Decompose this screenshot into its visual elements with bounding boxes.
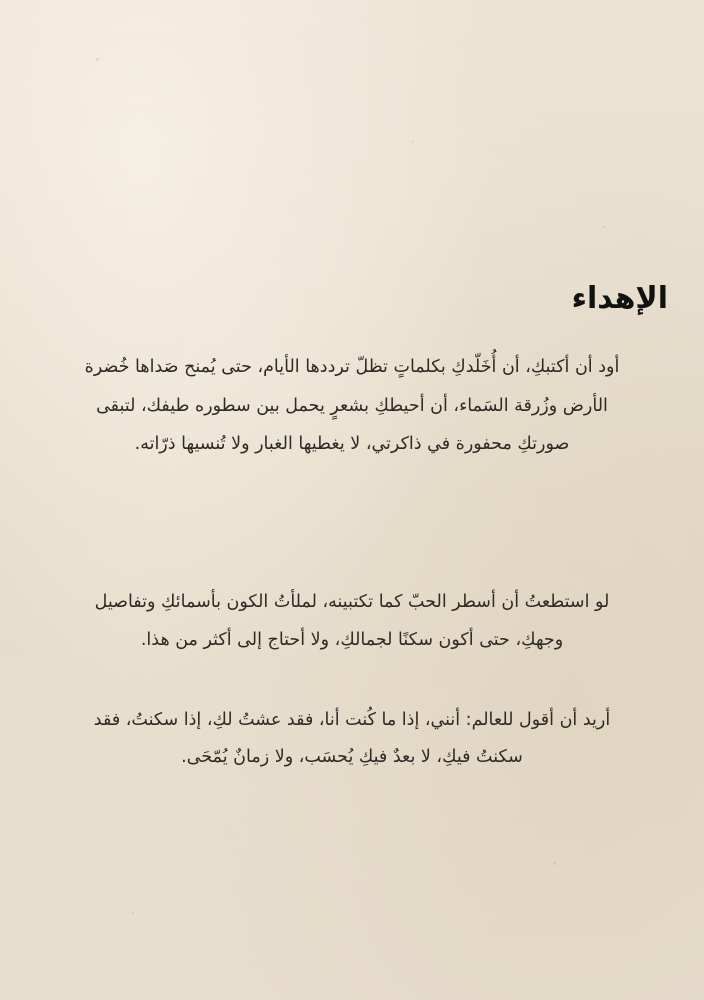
dedication-paragraph-1: أود أن أكتبكِ، أن أُخَلّدكِ بكلماتٍ تظلّ ترددها الأيام، حتى يُمنح صَداها خُضرة الأرض وزُرقة السَماء، أن أحيطكِ بشعرٍ يحمل بين سطوره طيفك، لتبقى صورتكِ محفورة في ذاكرتي، لا يغطيها الغبار ولا تُنسيها ذرّاته. [84,357,620,454]
page-title: الإهداء [571,281,668,316]
dedication-paragraph-3: أريد أن أقول للعالم: أنني، إذا ما كُنت أنا، فقد عشتُ لكِ، إذا سكنتُ، فقد سكنتُ فيكِ، لا بعدٌ فيكِ يُحسَب، ولا زمانٌ يُمّحَى. [93,710,611,767]
dedication-paragraph-2: لو استطعتُ أن أسطر الحبّ كما تكتبينه، لملأتُ الكون بأسمائكِ وتفاصيل وجهكِ، حتى أكون سكنًا لجمالكِ، ولا أحتاج إلى أكثر من هذا. [94,592,610,650]
